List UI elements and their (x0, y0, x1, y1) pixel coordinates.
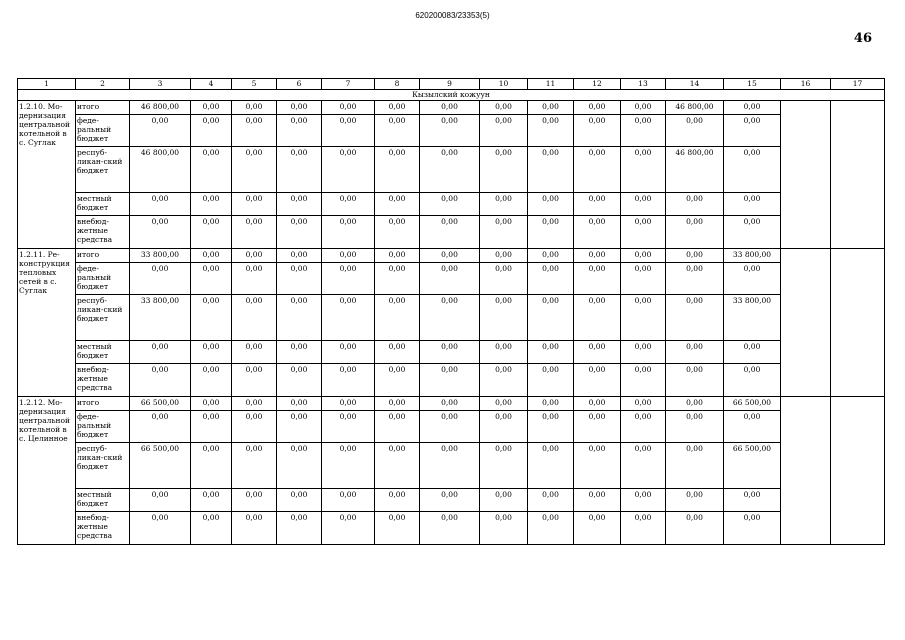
value-cell: 0,00 (724, 101, 781, 115)
value-cell: 0,00 (480, 443, 528, 489)
value-cell: 0,00 (666, 341, 724, 364)
project-name: 1.2.11. Ре-конструкция тепловых сетей в с. Суглак (18, 249, 76, 397)
value-cell: 0,00 (232, 443, 277, 489)
value-cell: 0,00 (277, 443, 322, 489)
value-cell: 0,00 (130, 411, 191, 443)
value-cell: 0,00 (322, 341, 375, 364)
value-cell: 0,00 (130, 489, 191, 512)
table-row (18, 341, 885, 364)
value-cell: 0,00 (528, 216, 574, 249)
value-cell: 0,00 (191, 101, 232, 115)
value-cell: 0,00 (232, 295, 277, 341)
value-cell: 0,00 (375, 249, 420, 263)
value-cell: 0,00 (277, 216, 322, 249)
value-cell: 0,00 (191, 216, 232, 249)
value-cell: 66 500,00 (724, 443, 781, 489)
value-cell: 0,00 (574, 147, 621, 193)
value-cell: 0,00 (191, 295, 232, 341)
value-cell: 0,00 (666, 443, 724, 489)
funding-source: местный бюджет (76, 341, 130, 364)
value-cell: 0,00 (191, 364, 232, 397)
value-cell: 0,00 (322, 489, 375, 512)
value-cell: 0,00 (724, 341, 781, 364)
value-cell: 0,00 (130, 193, 191, 216)
value-cell: 0,00 (322, 115, 375, 147)
value-cell: 0,00 (528, 397, 574, 411)
region-label: Кызылский кожуун (18, 90, 885, 101)
value-cell: 0,00 (277, 512, 322, 545)
funding-source: феде-ральный бюджет (76, 263, 130, 295)
value-cell: 0,00 (528, 512, 574, 545)
table-row (18, 101, 885, 115)
value-cell: 0,00 (191, 397, 232, 411)
value-cell: 0,00 (130, 216, 191, 249)
value-cell: 0,00 (375, 193, 420, 216)
empty-cell-16 (781, 249, 831, 397)
value-cell: 0,00 (574, 512, 621, 545)
value-cell: 0,00 (574, 295, 621, 341)
value-cell: 0,00 (528, 411, 574, 443)
value-cell: 0,00 (666, 263, 724, 295)
value-cell: 0,00 (666, 411, 724, 443)
value-cell: 0,00 (130, 341, 191, 364)
value-cell: 0,00 (574, 341, 621, 364)
value-cell: 0,00 (621, 364, 666, 397)
value-cell: 0,00 (232, 216, 277, 249)
value-cell: 0,00 (621, 147, 666, 193)
funding-source: итого (76, 101, 130, 115)
value-cell: 0,00 (528, 101, 574, 115)
value-cell: 0,00 (420, 364, 480, 397)
value-cell: 0,00 (232, 147, 277, 193)
value-cell: 46 800,00 (130, 147, 191, 193)
funding-source: феде-ральный бюджет (76, 115, 130, 147)
value-cell: 0,00 (232, 115, 277, 147)
value-cell: 0,00 (666, 489, 724, 512)
value-cell: 0,00 (528, 115, 574, 147)
table-row (18, 364, 885, 397)
value-cell: 0,00 (232, 263, 277, 295)
value-cell: 0,00 (621, 489, 666, 512)
value-cell: 0,00 (375, 443, 420, 489)
value-cell: 0,00 (480, 193, 528, 216)
value-cell: 0,00 (621, 341, 666, 364)
value-cell: 0,00 (130, 263, 191, 295)
value-cell: 0,00 (666, 216, 724, 249)
value-cell: 0,00 (666, 249, 724, 263)
value-cell: 0,00 (375, 341, 420, 364)
project-name: 1.2.12. Мо-дернизация центральной котельной в с. Целинное (18, 397, 76, 545)
table-row (18, 193, 885, 216)
column-header-8: 8 (375, 79, 420, 90)
value-cell: 33 800,00 (130, 295, 191, 341)
value-cell: 0,00 (480, 411, 528, 443)
value-cell: 0,00 (420, 193, 480, 216)
budget-table (17, 78, 885, 545)
funding-source: респуб-ликан-ский бюджет (76, 295, 130, 341)
value-cell: 0,00 (322, 263, 375, 295)
column-header-13: 13 (621, 79, 666, 90)
value-cell: 0,00 (724, 489, 781, 512)
empty-cell-17 (831, 101, 885, 249)
value-cell: 33 800,00 (724, 249, 781, 263)
column-header-1: 1 (18, 79, 76, 90)
value-cell: 0,00 (480, 249, 528, 263)
value-cell: 0,00 (191, 249, 232, 263)
value-cell: 0,00 (528, 443, 574, 489)
value-cell: 0,00 (574, 443, 621, 489)
value-cell: 0,00 (528, 263, 574, 295)
value-cell: 0,00 (277, 295, 322, 341)
value-cell: 0,00 (574, 101, 621, 115)
value-cell: 0,00 (528, 193, 574, 216)
value-cell: 0,00 (277, 263, 322, 295)
value-cell: 0,00 (574, 216, 621, 249)
value-cell: 0,00 (130, 512, 191, 545)
value-cell: 0,00 (277, 341, 322, 364)
value-cell: 0,00 (724, 411, 781, 443)
value-cell: 0,00 (232, 512, 277, 545)
value-cell: 0,00 (191, 512, 232, 545)
value-cell: 0,00 (232, 101, 277, 115)
value-cell: 0,00 (724, 115, 781, 147)
column-header-12: 12 (574, 79, 621, 90)
value-cell: 0,00 (574, 193, 621, 216)
value-cell: 0,00 (420, 512, 480, 545)
value-cell: 0,00 (130, 115, 191, 147)
value-cell: 0,00 (528, 147, 574, 193)
value-cell: 0,00 (480, 512, 528, 545)
column-header-3: 3 (130, 79, 191, 90)
value-cell: 0,00 (232, 341, 277, 364)
document-id: 620200083/23353(5) (415, 11, 490, 20)
column-header-2: 2 (76, 79, 130, 90)
value-cell: 0,00 (724, 364, 781, 397)
value-cell: 0,00 (277, 147, 322, 193)
value-cell: 0,00 (375, 147, 420, 193)
empty-cell-16 (781, 397, 831, 545)
funding-source: феде-ральный бюджет (76, 411, 130, 443)
value-cell: 0,00 (322, 193, 375, 216)
value-cell: 33 800,00 (724, 295, 781, 341)
value-cell: 0,00 (191, 147, 232, 193)
value-cell: 0,00 (724, 216, 781, 249)
value-cell: 0,00 (420, 115, 480, 147)
value-cell: 0,00 (420, 216, 480, 249)
column-header-16: 16 (781, 79, 831, 90)
value-cell: 0,00 (574, 411, 621, 443)
value-cell: 0,00 (480, 489, 528, 512)
value-cell: 0,00 (375, 101, 420, 115)
header-row (18, 79, 885, 90)
funding-source: респуб-ликан-ский бюджет (76, 147, 130, 193)
value-cell: 0,00 (574, 489, 621, 512)
value-cell: 0,00 (480, 341, 528, 364)
value-cell: 0,00 (375, 295, 420, 341)
value-cell: 0,00 (191, 263, 232, 295)
value-cell: 0,00 (621, 249, 666, 263)
column-header-11: 11 (528, 79, 574, 90)
region-row (18, 90, 885, 101)
value-cell: 0,00 (232, 249, 277, 263)
column-header-5: 5 (232, 79, 277, 90)
value-cell: 0,00 (724, 147, 781, 193)
value-cell: 66 500,00 (130, 397, 191, 411)
value-cell: 0,00 (724, 512, 781, 545)
value-cell: 0,00 (480, 263, 528, 295)
value-cell: 0,00 (232, 411, 277, 443)
value-cell: 0,00 (574, 263, 621, 295)
value-cell: 66 500,00 (724, 397, 781, 411)
value-cell: 0,00 (191, 115, 232, 147)
value-cell: 0,00 (420, 489, 480, 512)
value-cell: 0,00 (232, 193, 277, 216)
value-cell: 0,00 (191, 193, 232, 216)
value-cell: 0,00 (621, 397, 666, 411)
funding-source: местный бюджет (76, 193, 130, 216)
value-cell: 0,00 (277, 101, 322, 115)
value-cell: 0,00 (277, 489, 322, 512)
value-cell: 0,00 (232, 364, 277, 397)
value-cell: 0,00 (621, 443, 666, 489)
value-cell: 0,00 (666, 193, 724, 216)
value-cell: 0,00 (420, 443, 480, 489)
column-header-6: 6 (277, 79, 322, 90)
funding-source: респуб-ликан-ский бюджет (76, 443, 130, 489)
value-cell: 0,00 (724, 263, 781, 295)
value-cell: 0,00 (528, 341, 574, 364)
value-cell: 0,00 (666, 397, 724, 411)
value-cell: 0,00 (322, 101, 375, 115)
value-cell: 0,00 (375, 216, 420, 249)
value-cell: 0,00 (480, 101, 528, 115)
value-cell: 46 800,00 (666, 101, 724, 115)
value-cell: 66 500,00 (130, 443, 191, 489)
column-header-4: 4 (191, 79, 232, 90)
value-cell: 0,00 (322, 397, 375, 411)
column-header-9: 9 (420, 79, 480, 90)
value-cell: 0,00 (191, 489, 232, 512)
value-cell: 0,00 (666, 512, 724, 545)
table-row (18, 512, 885, 545)
value-cell: 0,00 (375, 411, 420, 443)
empty-cell-17 (831, 249, 885, 397)
table-row (18, 443, 885, 489)
value-cell: 0,00 (277, 193, 322, 216)
value-cell: 0,00 (574, 115, 621, 147)
value-cell: 0,00 (375, 489, 420, 512)
table-row (18, 115, 885, 147)
column-header-17: 17 (831, 79, 885, 90)
value-cell: 0,00 (191, 443, 232, 489)
value-cell: 0,00 (420, 295, 480, 341)
value-cell: 0,00 (277, 397, 322, 411)
column-header-7: 7 (322, 79, 375, 90)
value-cell: 0,00 (480, 147, 528, 193)
value-cell: 46 800,00 (130, 101, 191, 115)
funding-source: внебюд-жетные средства (76, 216, 130, 249)
value-cell: 0,00 (375, 364, 420, 397)
value-cell: 0,00 (574, 249, 621, 263)
table-row (18, 216, 885, 249)
value-cell: 0,00 (528, 295, 574, 341)
value-cell: 0,00 (420, 397, 480, 411)
column-header-15: 15 (724, 79, 781, 90)
value-cell: 0,00 (375, 397, 420, 411)
value-cell: 0,00 (420, 249, 480, 263)
table-row (18, 411, 885, 443)
value-cell: 0,00 (130, 364, 191, 397)
value-cell: 0,00 (375, 263, 420, 295)
column-header-14: 14 (666, 79, 724, 90)
value-cell: 0,00 (420, 147, 480, 193)
table-row (18, 489, 885, 512)
value-cell: 0,00 (621, 263, 666, 295)
value-cell: 0,00 (724, 193, 781, 216)
value-cell: 0,00 (621, 101, 666, 115)
value-cell: 0,00 (232, 489, 277, 512)
value-cell: 46 800,00 (666, 147, 724, 193)
table-row (18, 263, 885, 295)
project-name: 1.2.10. Мо-дернизация центральной котельной в с. Суглак (18, 101, 76, 249)
value-cell: 0,00 (322, 147, 375, 193)
table-body (18, 79, 885, 545)
table-row (18, 295, 885, 341)
value-cell: 0,00 (666, 115, 724, 147)
value-cell: 0,00 (420, 263, 480, 295)
value-cell: 0,00 (322, 216, 375, 249)
value-cell: 0,00 (277, 249, 322, 263)
funding-source: итого (76, 249, 130, 263)
value-cell: 0,00 (621, 411, 666, 443)
value-cell: 0,00 (480, 115, 528, 147)
funding-source: внебюд-жетные средства (76, 364, 130, 397)
value-cell: 0,00 (322, 443, 375, 489)
value-cell: 0,00 (420, 101, 480, 115)
value-cell: 0,00 (621, 295, 666, 341)
value-cell: 0,00 (528, 489, 574, 512)
page-number: 46 (853, 31, 872, 46)
value-cell: 0,00 (277, 364, 322, 397)
value-cell: 0,00 (621, 512, 666, 545)
value-cell: 0,00 (232, 397, 277, 411)
value-cell: 0,00 (480, 397, 528, 411)
column-header-10: 10 (480, 79, 528, 90)
value-cell: 0,00 (621, 115, 666, 147)
value-cell: 0,00 (322, 364, 375, 397)
value-cell: 0,00 (277, 115, 322, 147)
table-row (18, 147, 885, 193)
value-cell: 0,00 (666, 295, 724, 341)
value-cell: 0,00 (480, 295, 528, 341)
value-cell: 0,00 (375, 512, 420, 545)
value-cell: 0,00 (528, 364, 574, 397)
value-cell: 0,00 (322, 512, 375, 545)
funding-source: местный бюджет (76, 489, 130, 512)
empty-cell-16 (781, 101, 831, 249)
value-cell: 0,00 (574, 397, 621, 411)
empty-cell-17 (831, 397, 885, 545)
table-row (18, 397, 885, 411)
value-cell: 0,00 (322, 249, 375, 263)
value-cell: 33 800,00 (130, 249, 191, 263)
value-cell: 0,00 (666, 364, 724, 397)
value-cell: 0,00 (277, 411, 322, 443)
value-cell: 0,00 (621, 193, 666, 216)
value-cell: 0,00 (322, 411, 375, 443)
value-cell: 0,00 (621, 216, 666, 249)
value-cell: 0,00 (191, 341, 232, 364)
value-cell: 0,00 (420, 341, 480, 364)
funding-source: внебюд-жетные средства (76, 512, 130, 545)
value-cell: 0,00 (191, 411, 232, 443)
value-cell: 0,00 (574, 364, 621, 397)
value-cell: 0,00 (480, 364, 528, 397)
value-cell: 0,00 (375, 115, 420, 147)
value-cell: 0,00 (420, 411, 480, 443)
table-row (18, 249, 885, 263)
value-cell: 0,00 (322, 295, 375, 341)
value-cell: 0,00 (480, 216, 528, 249)
funding-source: итого (76, 397, 130, 411)
value-cell: 0,00 (528, 249, 574, 263)
